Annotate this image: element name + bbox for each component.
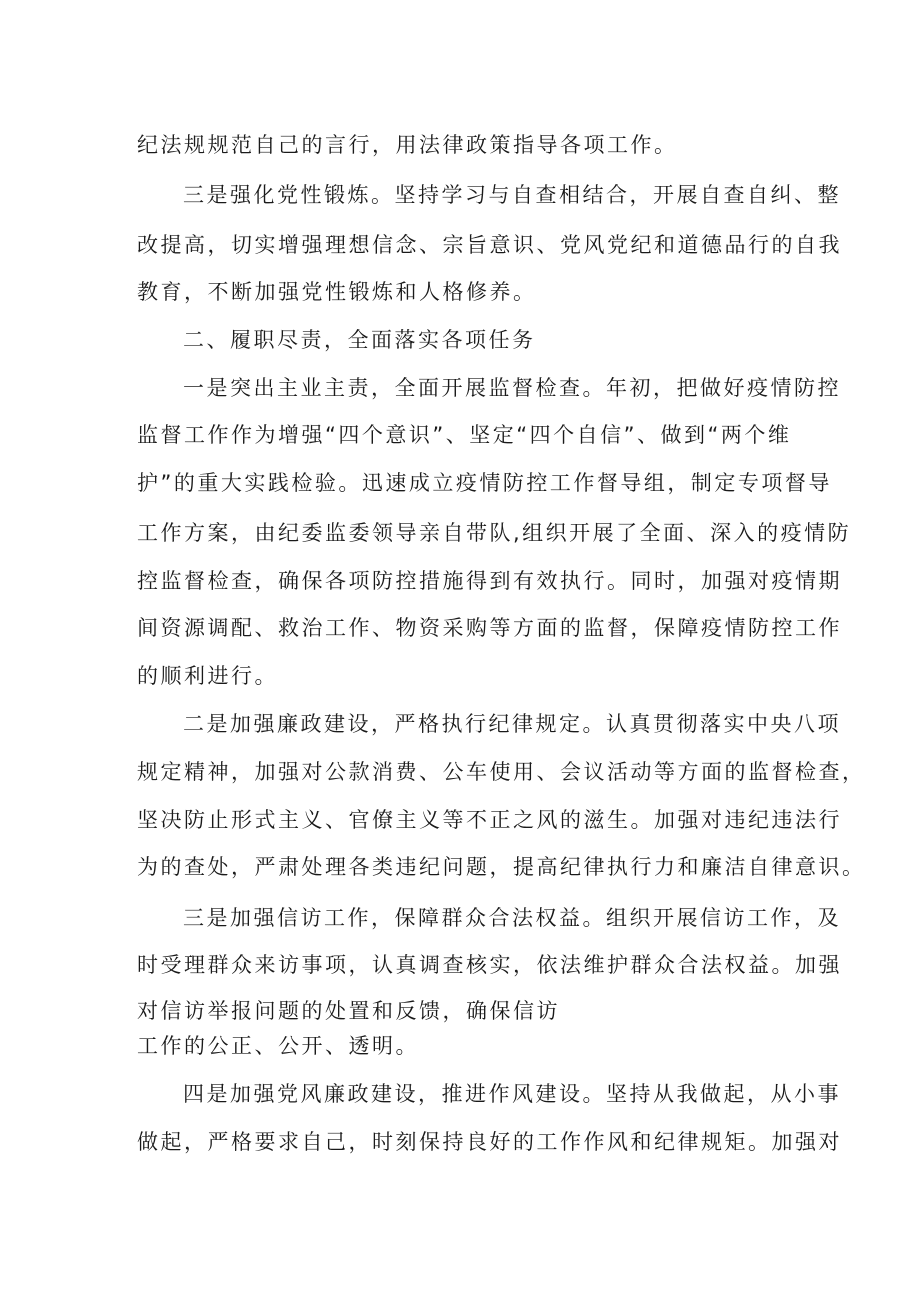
paragraph-line: 间资源调配、救治工作、物资采购等方面的监督，保障疫情防控工作 bbox=[137, 616, 842, 640]
paragraph-line: 教育，不断加强党性锻炼和人格修养。 bbox=[137, 280, 537, 304]
section-heading: 二、履职尽责，全面落实各项任务 bbox=[183, 328, 536, 352]
paragraph-line: 为的查处，严肃处理各类违纪问题，提高纪律执行力和廉洁自律意识。 bbox=[137, 855, 866, 879]
paragraph-line: 三是强化党性锻炼。坚持学习与自查相结合，开展自查自纠、整 bbox=[183, 183, 841, 207]
paragraph-line: 四是加强党风廉政建设，推进作风建设。坚持从我做起，从小事 bbox=[183, 1082, 841, 1106]
paragraph-line: 纪法规规范自己的言行，用法律政策指导各项工作。 bbox=[137, 133, 678, 157]
paragraph-line: 控监督检查，确保各项防控措施得到有效执行。同时，加强对疫情期 bbox=[137, 569, 842, 593]
paragraph-line: 坚决防止形式主义、官僚主义等不正之风的滋生。加强对违纪违法行 bbox=[137, 808, 842, 832]
paragraph-line: 做起，严格要求自己，时刻保持良好的工作作风和纪律规矩。加强对 bbox=[137, 1130, 842, 1154]
paragraph-line: 的顺利进行。 bbox=[137, 664, 278, 688]
paragraph-line: 工作方案，由纪委监委领导亲自带队,组织开展了全面、深入的疫情防 bbox=[137, 521, 852, 545]
paragraph-line: 三是加强信访工作，保障群众合法权益。组织开展信访工作，及 bbox=[183, 906, 841, 930]
paragraph-line: 监督工作作为增强“四个意识”、坚定“四个自信”、做到“两个维 bbox=[137, 423, 792, 447]
paragraph-line: 规定精神，加强对公款消费、公车使用、会议活动等方面的监督检查， bbox=[137, 760, 866, 784]
paragraph-line: 对信访举报问题的处置和反馈，确保信访 bbox=[137, 999, 560, 1023]
paragraph-line: 工作的公正、公开、透明。 bbox=[137, 1034, 419, 1058]
paragraph-line: 改提高，切实增强理想信念、宗旨意识、党风党纪和道德品行的自我 bbox=[137, 233, 842, 257]
paragraph-line: 一是突出主业主责，全面开展监督检查。年初，把做好疫情防控 bbox=[183, 376, 841, 400]
paragraph-line: 时受理群众来访事项，认真调查核实，依法维护群众合法权益。加强 bbox=[137, 953, 842, 977]
paragraph-line: 护”的重大实践检验。迅速成立疫情防控工作督导组，制定专项督导 bbox=[137, 471, 832, 495]
paragraph-line: 二是加强廉政建设，严格执行纪律规定。认真贯彻落实中央八项 bbox=[183, 712, 841, 736]
